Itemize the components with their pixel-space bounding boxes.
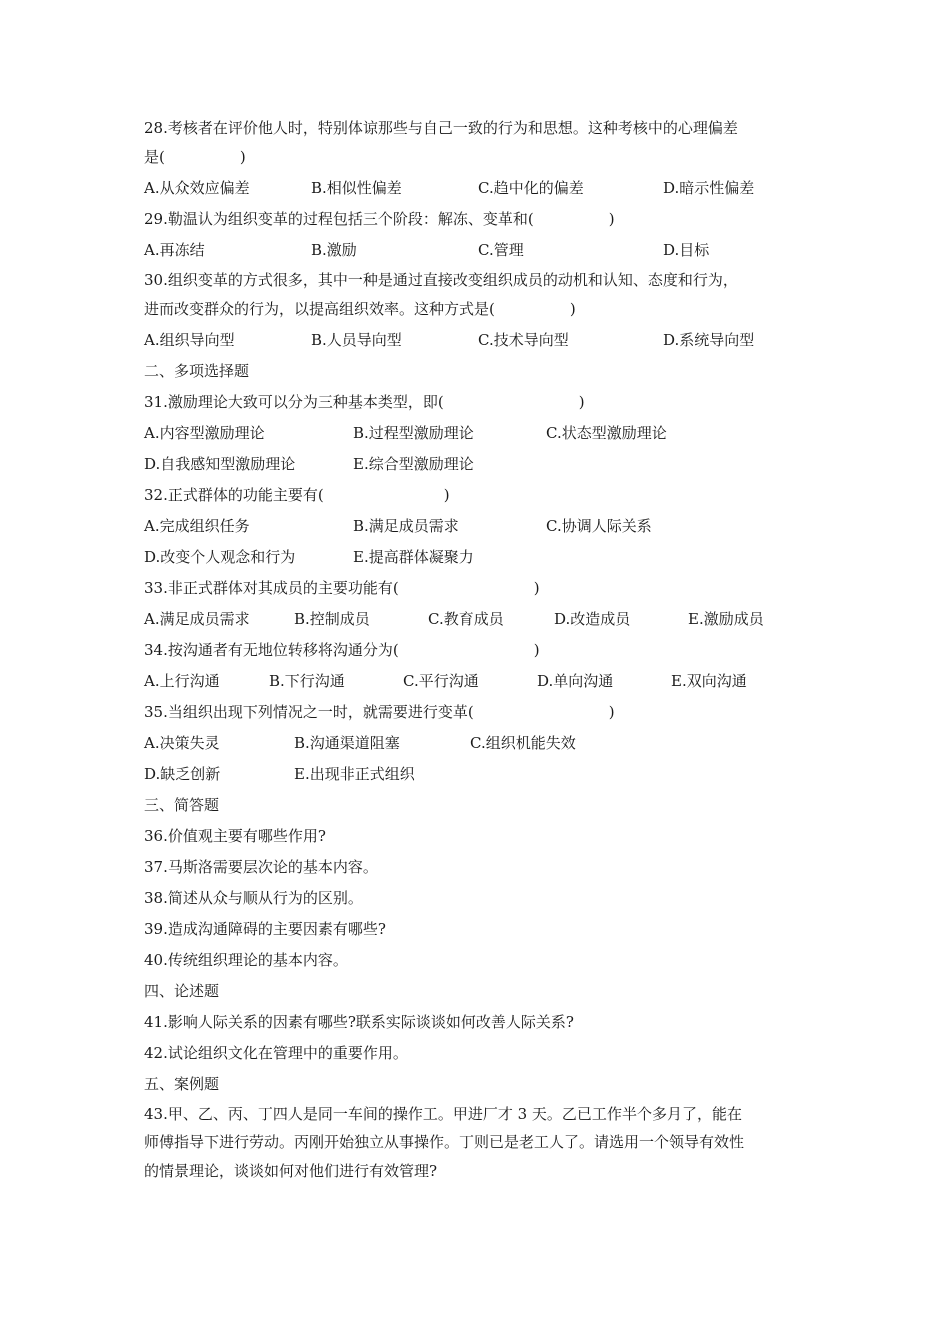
question-40: 40.传统组织理论的基本内容。 <box>144 951 348 969</box>
option-d: D.系统导向型 <box>663 331 755 349</box>
option-b: B.沟通渠道阻塞 <box>294 734 400 752</box>
question-35-options-row2 <box>144 759 814 790</box>
question-31-options-row1 <box>144 418 814 449</box>
option-c: C.管理 <box>478 241 524 259</box>
question-30-line2: 进而改变群众的行为，以提高组织效率。这种方式是( ) <box>144 300 576 318</box>
question-41: 41.影响人际关系的因素有哪些?联系实际谈谈如何改善人际关系? <box>144 1013 574 1031</box>
exam-page <box>144 114 814 1187</box>
section-heading-short-answer: 三、简答题 <box>144 796 220 814</box>
question-33-options <box>144 604 814 635</box>
option-c: C.趋中化的偏差 <box>478 179 584 197</box>
option-d: D.缺乏创新 <box>144 765 221 783</box>
option-a: A.上行沟通 <box>144 672 220 690</box>
option-a: A.再冻结 <box>144 241 205 259</box>
option-b: B.满足成员需求 <box>353 517 459 535</box>
option-b: B.过程型激励理论 <box>353 424 474 442</box>
option-a: A.完成组织任务 <box>144 517 250 535</box>
question-34: 34.按沟通者有无地位转移将沟通分为( ) <box>144 641 540 659</box>
question-37: 37.马斯洛需要层次论的基本内容。 <box>144 858 378 876</box>
question-28-line2: 是( ) <box>144 148 246 166</box>
option-b: B.人员导向型 <box>311 331 402 349</box>
question-35-options-row1 <box>144 728 814 759</box>
option-d: D.自我感知型激励理论 <box>144 455 296 473</box>
option-e: E.双向沟通 <box>671 672 747 690</box>
option-d: D.暗示性偏差 <box>663 179 755 197</box>
option-d: D.单向沟通 <box>537 672 614 690</box>
question-29: 29.勒温认为组织变革的过程包括三个阶段：解冻、变革和( ) <box>144 210 615 228</box>
option-c: C.组织机能失效 <box>470 734 576 752</box>
option-c: C.教育成员 <box>428 610 504 628</box>
option-a: A.决策失灵 <box>144 734 220 752</box>
option-b: B.激励 <box>311 241 357 259</box>
option-a: A.满足成员需求 <box>144 610 250 628</box>
option-d: D.目标 <box>663 241 710 259</box>
question-39: 39.造成沟通障碍的主要因素有哪些? <box>144 920 386 938</box>
question-31: 31.激励理论大致可以分为三种基本类型，即( ) <box>144 393 585 411</box>
question-28-options <box>144 173 814 204</box>
option-b: B.下行沟通 <box>269 672 345 690</box>
question-32: 32.正式群体的功能主要有( ) <box>144 486 450 504</box>
section-heading-essay: 四、论述题 <box>144 982 220 1000</box>
question-33: 33.非正式群体对其成员的主要功能有( ) <box>144 579 540 597</box>
question-28-line1: 28.考核者在评价他人时，特别体谅那些与自己一致的行为和思想。这种考核中的心理偏差 <box>144 119 738 137</box>
option-a: A.内容型激励理论 <box>144 424 265 442</box>
option-d: D.改造成员 <box>554 610 631 628</box>
option-e: E.激励成员 <box>688 610 764 628</box>
question-35: 35.当组织出现下列情况之一时，就需要进行变革( ) <box>144 703 615 721</box>
section-heading-case-study: 五、案例题 <box>144 1075 220 1093</box>
option-b: B.相似性偏差 <box>311 179 402 197</box>
question-30-line1: 30.组织变革的方式很多，其中一种是通过直接改变组织成员的动机和认知、态度和行为， <box>144 271 738 289</box>
question-34-options <box>144 666 814 697</box>
option-e: E.综合型激励理论 <box>353 455 474 473</box>
question-38: 38.简述从众与顺从行为的区别。 <box>144 889 363 907</box>
option-c: C.技术导向型 <box>478 331 569 349</box>
question-29-options <box>144 235 814 266</box>
question-31-options-row2 <box>144 449 814 480</box>
question-30-options <box>144 325 814 356</box>
question-32-options-row1 <box>144 511 814 542</box>
question-32-options-row2 <box>144 542 814 573</box>
question-43-line2: 师傅指导下进行劳动。丙刚开始独立从事操作。丁则已是老工人了。请选用一个领导有效性 <box>144 1133 745 1151</box>
option-a: A.从众效应偏差 <box>144 179 250 197</box>
option-c: C.协调人际关系 <box>546 517 652 535</box>
option-b: B.控制成员 <box>294 610 370 628</box>
question-42: 42.试论组织文化在管理中的重要作用。 <box>144 1044 408 1062</box>
option-c: C.状态型激励理论 <box>546 424 667 442</box>
option-e: E.出现非正式组织 <box>294 765 415 783</box>
question-43-line1: 43.甲、乙、丙、丁四人是同一车间的操作工。甲进厂才 3 天。乙已工作半个多月了，能在 <box>144 1105 742 1123</box>
section-heading-multiple-choice: 二、多项选择题 <box>144 362 250 380</box>
option-c: C.平行沟通 <box>403 672 479 690</box>
option-d: D.改变个人观念和行为 <box>144 548 296 566</box>
option-e: E.提高群体凝聚力 <box>353 548 474 566</box>
question-43-line3: 的情景理论，谈谈如何对他们进行有效管理? <box>144 1162 438 1180</box>
question-36: 36.价值观主要有哪些作用? <box>144 827 326 845</box>
option-a: A.组织导向型 <box>144 331 235 349</box>
